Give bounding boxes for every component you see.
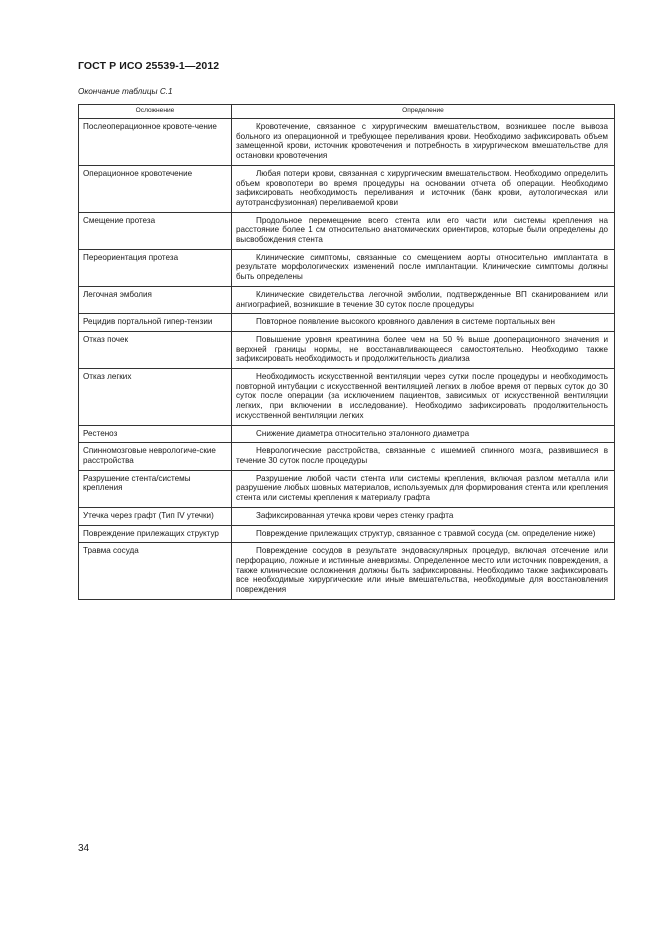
complication-cell: Переориентация протеза: [79, 249, 232, 286]
complication-cell: Операционное кровотечение: [79, 165, 232, 212]
complication-cell: Утечка через графт (Тип IV утечки): [79, 507, 232, 525]
complications-table: [78, 104, 615, 600]
column-header-complication: Осложнение: [79, 105, 232, 119]
definition-cell: Повреждение сосудов в результате эндоваскулярных процедур, включая отсечение или перфорацию, ложные и истинные аневризмы. Определенное место или источник повреждения, а также клинические осложнения должны быть зафиксированы. Необходимо также зафиксировать все необходимые хирургические или иные вмешательства, необходимые для восстановления повреждения: [232, 543, 615, 600]
table-caption: Окончание таблицы С.1: [78, 87, 173, 96]
complication-cell: Травма сосуда: [79, 543, 232, 600]
document-header: ГОСТ Р ИСО 25539-1—2012: [78, 60, 220, 72]
complication-cell: Разрушение стента/системы крепления: [79, 470, 232, 507]
definition-cell: Клинические свидетельства легочной эмболии, подтвержденные ВП сканированием или ангиографией, возникшие в течение 30 суток после процедуры: [232, 286, 615, 313]
table-row: [79, 425, 615, 443]
definition-cell: Необходимость искусственной вентиляции через сутки после процедуры и необходимость повторной интубации с искусственной вентиляцией легких в любое время от первых суток до 30 суток после операции (за исключением пациентов, зависимых от искусственной вентиляции легких, при включении в исследование). Необходимо зафиксировать продолжительность искусственной вентиляции легких: [232, 369, 615, 426]
complication-cell: Отказ почек: [79, 331, 232, 368]
complication-cell: Отказ легких: [79, 369, 232, 426]
table-row: [79, 165, 615, 212]
complication-cell: Смещение протеза: [79, 212, 232, 249]
definition-cell: Повышение уровня креатинина более чем на 50 % выше дооперационного значения и верхней границы нормы, не восстанавливающееся самостоятельно. Необходимо также зафиксировать необходимость и продолжительность диализа: [232, 331, 615, 368]
complication-cell: Рестеноз: [79, 425, 232, 443]
page-number: 34: [78, 843, 90, 854]
table-row: [79, 470, 615, 507]
table-row: [79, 369, 615, 426]
definition-cell: Неврологические расстройства, связанные с ишемией спинного мозга, развившиеся в течение 30 суток после процедуры: [232, 443, 615, 470]
complication-cell: Повреждение прилежащих структур: [79, 525, 232, 543]
table-row: [79, 119, 615, 166]
column-header-definition: Определение: [232, 105, 615, 119]
complication-cell: Спинномозговые неврологиче-ские расстройства: [79, 443, 232, 470]
table-row: [79, 507, 615, 525]
definition-cell: Повторное появление высокого кровяного давления в системе портальных вен: [232, 314, 615, 332]
table-row: [79, 249, 615, 286]
complication-cell: Рецидив портальной гипер-тензии: [79, 314, 232, 332]
definition-cell: Снижение диаметра относительно эталонного диаметра: [232, 425, 615, 443]
table-row: [79, 212, 615, 249]
table-header-row: [79, 105, 615, 119]
definition-cell: Любая потери крови, связанная с хирургическим вмешательством. Необходимо определить объем кровопотери во время процедуры на основании отчета об операции. Необходимо зафиксировать необходимость переливания и источник (банк крови, аутологическая или аутотрансфузионная) переливаемой крови: [232, 165, 615, 212]
table-row: [79, 331, 615, 368]
definition-cell: Зафиксированная утечка крови через стенку графта: [232, 507, 615, 525]
table-row: [79, 286, 615, 313]
complication-cell: Легочная эмболия: [79, 286, 232, 313]
definition-cell: Продольное перемещение всего стента или его части или системы крепления на расстояние более 1 см относительно анатомических ориентиров, которые были определены до высвобождения стента: [232, 212, 615, 249]
definition-cell: Повреждение прилежащих структур, связанное с травмой сосуда (см. определение ниже): [232, 525, 615, 543]
table-row: [79, 543, 615, 600]
table-row: [79, 443, 615, 470]
definition-cell: Разрушение любой части стента или системы крепления, включая разлом металла или разрушение любых шовных материалов, используемых для формирования стента или крепления стента или системы крепления к материалу графта: [232, 470, 615, 507]
table-row: [79, 525, 615, 543]
definition-cell: Клинические симптомы, связанные со смещением аорты относительно имплантата в результате морфологических изменений после имплантации. Клинические симптомы должны быть определены: [232, 249, 615, 286]
definition-cell: Кровотечение, связанное с хирургическим вмешательством, возникшее после вывоза больного из операционной и требующее переливания крови. Необходимо зафиксировать объем замещенной крови, источник кровотечения и потребность в хирургическом вмешательстве для остановки кровотечения: [232, 119, 615, 166]
table-row: [79, 314, 615, 332]
complication-cell: Послеоперационное кровоте-чение: [79, 119, 232, 166]
